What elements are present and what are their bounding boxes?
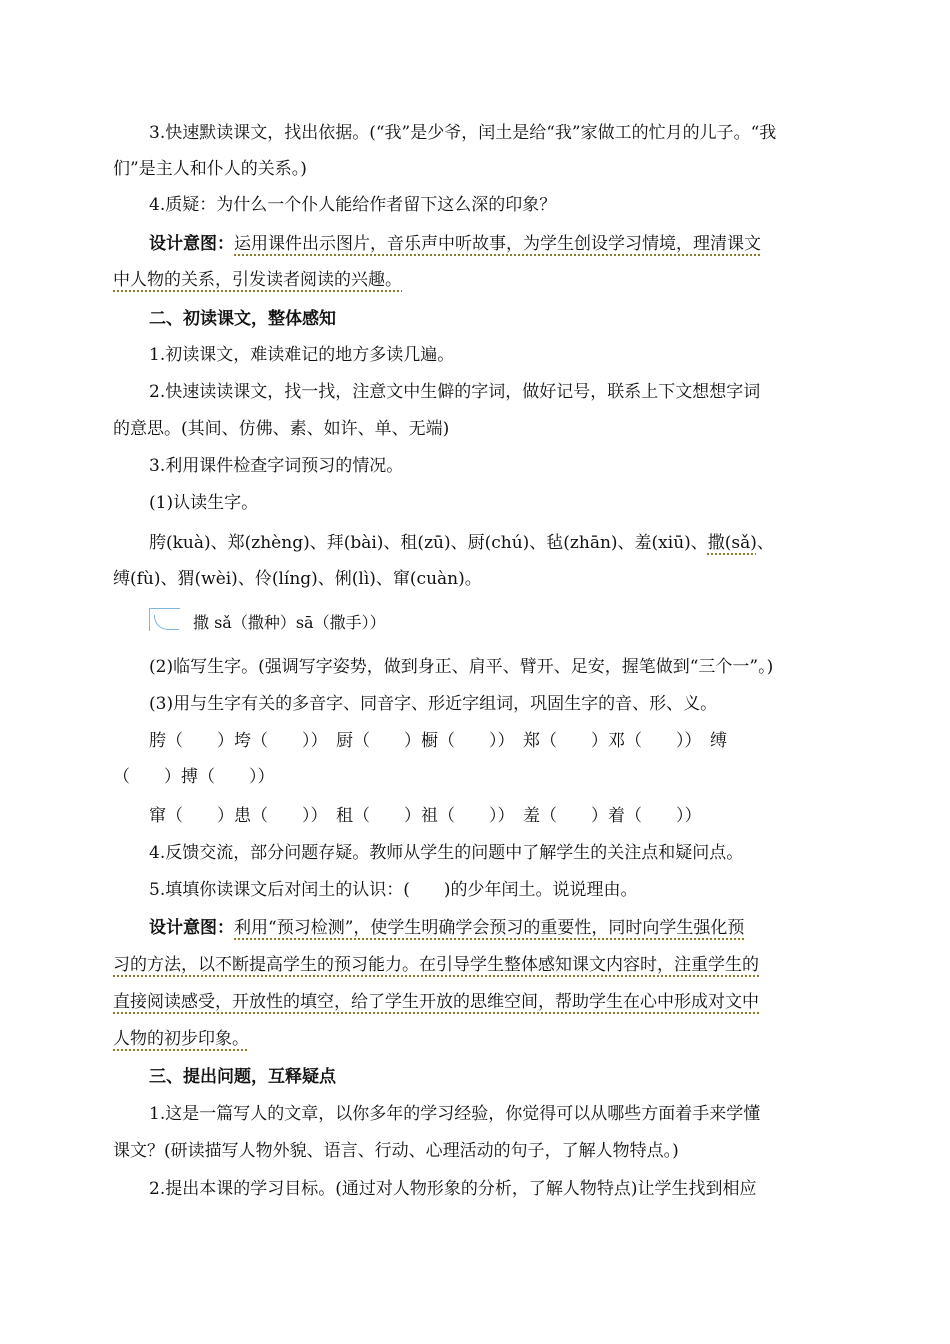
- word-exercise-line: （ ）搏（ ））: [113, 767, 275, 787]
- pinyin-line: 缚(fù)、猬(wèi)、伶(líng)、俐(lì)、窜(cuàn)。: [113, 569, 482, 589]
- annotation-icon: [149, 608, 180, 631]
- pinyin-line: [149, 533, 774, 553]
- paragraph-line: 的意思。(其间、仿佛、素、如许、单、无端): [113, 419, 450, 439]
- paragraph-line: 5.填填你读课文后对闰土的认识：( )的少年闰土。说说理由。: [149, 880, 638, 900]
- design-intent-text: 利用“预习检测”，使学生明确学会预习的重要性，同时向学生强化预: [234, 918, 745, 938]
- word-exercise-line: 窜（ ）患（ ）） 租（ ）祖（ ）） 羞（ ）着（ ））: [149, 806, 702, 826]
- design-intent-line: [113, 270, 402, 290]
- paragraph-line: 2.提出本课的学习目标。(通过对人物形象的分析，了解人物特点)让学生找到相应: [149, 1179, 757, 1199]
- paragraph-line: 3.快速默读课文，找出依据。(“我”是少爷，闰土是给“我”家做工的忙月的儿子。“我: [149, 123, 777, 143]
- question-label: 4.质疑：: [149, 195, 217, 215]
- paragraph-line: 课文？(研读描写人物外貌、语言、行动、心理活动的句子，了解人物特点。): [113, 1141, 679, 1161]
- pinyin-highlight: 撒(sǎ): [707, 533, 757, 553]
- design-intent-text: 中人物的关系，引发读者阅读的兴趣。: [113, 270, 402, 290]
- paragraph-line: 2.快速读读课文，找一找，注意文中生僻的字词，做好记号，联系上下文想想字词: [149, 382, 761, 402]
- annotation-text: 撒 sǎ（撒种）sā（撒手））: [193, 613, 386, 632]
- section-heading: 三、提出问题，互释疑点: [149, 1067, 336, 1087]
- paragraph-line: 1.这是一篇写人的文章，以你多年的学习经验，你觉得可以从哪些方面着手来学懂: [149, 1104, 761, 1124]
- design-intent-text: 人物的初步印象。: [113, 1029, 249, 1049]
- design-intent-line: [113, 1029, 249, 1049]
- design-intent-text: 运用课件出示图片，音乐声中听故事，为学生创设学习情境，理清课文: [234, 234, 761, 254]
- paragraph-line: 1.初读课文，难读难记的地方多读几遍。: [149, 345, 455, 365]
- pinyin-text: 、: [756, 533, 774, 553]
- design-intent-line: [149, 234, 761, 254]
- pinyin-text: 胯(kuà)、郑(zhèng)、拜(bài)、租(zū)、厨(chú)、毡(zhān)、羞(xiū)、: [149, 533, 708, 553]
- paragraph-line: (3)用与生字有关的多音字、同音字、形近字组词，巩固生字的音、形、义。: [149, 694, 718, 714]
- question-text: 为什么一个仆人能给作者留下这么深的印象？: [216, 195, 557, 215]
- design-intent-line: [113, 955, 759, 975]
- design-intent-label: 设计意图：: [149, 234, 234, 254]
- paragraph-line: (1)认读生字。: [149, 493, 259, 513]
- paragraph-line: 们”是主人和仆人的关系。): [113, 159, 307, 179]
- paragraph-line: 3.利用课件检查字词预习的情况。: [149, 456, 404, 476]
- question-line: [149, 195, 556, 215]
- paragraph-line: (2)临写生字。(强调写字姿势，做到身正、肩平、臂开、足安，握笔做到“三个一”。): [149, 657, 774, 677]
- section-heading: 二、初读课文，整体感知: [149, 309, 336, 329]
- design-intent-line: [149, 918, 744, 938]
- design-intent-label: 设计意图：: [149, 918, 234, 938]
- word-exercise-line: 胯（ ）垮（ ）） 厨（ ）橱（ ）） 郑（ ）邓（ ）） 缚: [149, 731, 727, 751]
- paragraph-line: 4.反馈交流，部分问题存疑。教师从学生的问题中了解学生的关注点和疑问点。: [149, 843, 744, 863]
- design-intent-text: 习的方法，以不断提高学生的预习能力。在引导学生整体感知课文内容时，注重学生的: [113, 955, 759, 975]
- design-intent-text: 直接阅读感受，开放性的填空，给了学生开放的思维空间，帮助学生在心中形成对文中: [113, 992, 759, 1012]
- design-intent-line: [113, 992, 759, 1012]
